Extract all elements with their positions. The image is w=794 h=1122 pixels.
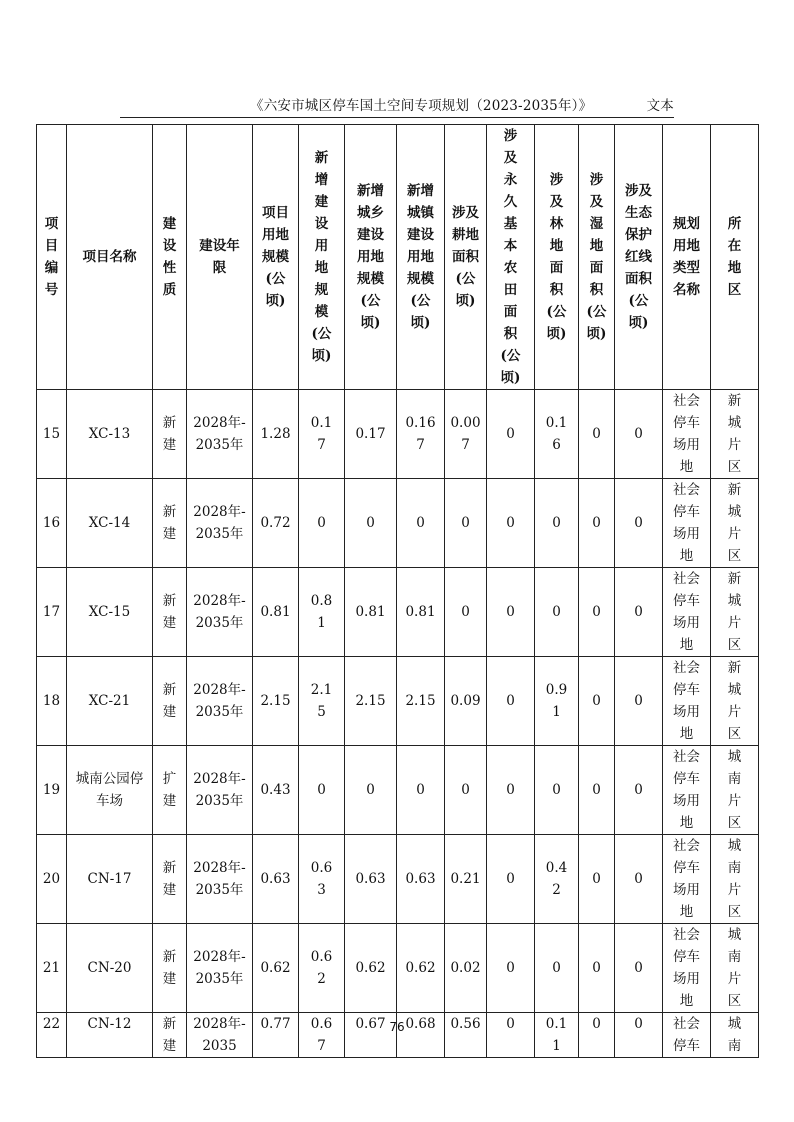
cell-name: 城南公园停车场: [67, 746, 153, 835]
cell-area: 0.81: [253, 568, 299, 657]
table-row: [37, 568, 759, 657]
cell-wetland: 0: [579, 746, 615, 835]
cell-land-type: 社会停车场用地: [663, 568, 711, 657]
cell-wetland: 0: [579, 479, 615, 568]
table-row: [37, 835, 759, 924]
cell-district: 新城片区: [711, 479, 759, 568]
cell-nature: 新建: [153, 1013, 187, 1058]
cell-no: 17: [37, 568, 67, 657]
cell-no: 21: [37, 924, 67, 1013]
cell-period: 2028年-2035年: [187, 479, 253, 568]
header-row: [37, 125, 759, 390]
cell-no: 20: [37, 835, 67, 924]
col-header-basic-farmland: 涉及永久基本农田面积(公顷): [487, 125, 535, 390]
cell-new-build: 0.62: [299, 924, 345, 1013]
cell-district: 新城片区: [711, 657, 759, 746]
cell-period: 2028年-2035年: [187, 924, 253, 1013]
cell-new-build: 2.15: [299, 657, 345, 746]
cell-eco-red: 0: [615, 746, 663, 835]
cell-forest: 0: [535, 924, 579, 1013]
cell-period: 2028年-2035年: [187, 657, 253, 746]
cell-basic-farmland: 0: [487, 746, 535, 835]
cell-basic-farmland: 0: [487, 390, 535, 479]
cell-new-urban-rural: 0.63: [345, 835, 397, 924]
col-header-nature: 建设性质: [153, 125, 187, 390]
cell-land-type: 社会停车: [663, 1013, 711, 1058]
cell-nature: 扩建: [153, 746, 187, 835]
col-header-district: 所在地区: [711, 125, 759, 390]
cell-district: 新城片区: [711, 390, 759, 479]
cell-nature: 新建: [153, 568, 187, 657]
page-number: 76: [389, 1020, 405, 1034]
col-header-eco-red: 涉及生态保护红线面积(公顷): [615, 125, 663, 390]
cell-basic-farmland: 0: [487, 835, 535, 924]
cell-wetland: 0: [579, 1013, 615, 1058]
cell-district: 城南: [711, 1013, 759, 1058]
col-header-period: 建设年限: [187, 125, 253, 390]
cell-farmland: 0.09: [445, 657, 487, 746]
header-rule: [120, 117, 674, 118]
cell-name: XC-21: [67, 657, 153, 746]
cell-farmland: 0: [445, 746, 487, 835]
cell-forest: 0: [535, 568, 579, 657]
cell-nature: 新建: [153, 924, 187, 1013]
table-row: [37, 924, 759, 1013]
cell-period: 2028年-2035年: [187, 835, 253, 924]
cell-basic-farmland: 0: [487, 657, 535, 746]
cell-forest: 0.16: [535, 390, 579, 479]
cell-eco-red: 0: [615, 835, 663, 924]
cell-eco-red: 0: [615, 657, 663, 746]
cell-no: 16: [37, 479, 67, 568]
cell-period: 2028年-2035: [187, 1013, 253, 1058]
cell-new-build: 0: [299, 479, 345, 568]
cell-eco-red: 0: [615, 568, 663, 657]
cell-new-town: 0: [397, 479, 445, 568]
cell-new-build: 0: [299, 746, 345, 835]
cell-basic-farmland: 0: [487, 568, 535, 657]
cell-new-town: 0.63: [397, 835, 445, 924]
cell-nature: 新建: [153, 479, 187, 568]
col-header-new-urban-rural: 新增城乡建设用地规模(公顷): [345, 125, 397, 390]
cell-land-type: 社会停车场用地: [663, 835, 711, 924]
table-row: [37, 657, 759, 746]
cell-area: 2.15: [253, 657, 299, 746]
cell-name: CN-12: [67, 1013, 153, 1058]
cell-new-urban-rural: 0.67: [345, 1013, 397, 1058]
col-header-farmland: 涉及耕地面积(公顷): [445, 125, 487, 390]
cell-name: CN-20: [67, 924, 153, 1013]
cell-wetland: 0: [579, 924, 615, 1013]
col-header-new-town: 新增城镇建设用地规模(公顷): [397, 125, 445, 390]
cell-forest: 0: [535, 746, 579, 835]
cell-forest: 0.11: [535, 1013, 579, 1058]
cell-land-type: 社会停车场用地: [663, 479, 711, 568]
cell-period: 2028年-2035年: [187, 746, 253, 835]
cell-new-town: 2.15: [397, 657, 445, 746]
cell-land-type: 社会停车场用地: [663, 746, 711, 835]
cell-farmland: 0.02: [445, 924, 487, 1013]
cell-no: 22: [37, 1013, 67, 1058]
cell-district: 新城片区: [711, 568, 759, 657]
cell-forest: 0: [535, 479, 579, 568]
cell-new-build: 0.63: [299, 835, 345, 924]
cell-nature: 新建: [153, 390, 187, 479]
cell-wetland: 0: [579, 390, 615, 479]
cell-no: 15: [37, 390, 67, 479]
cell-period: 2028年-2035年: [187, 568, 253, 657]
cell-new-build: 0.81: [299, 568, 345, 657]
cell-farmland: 0: [445, 479, 487, 568]
cell-name: CN-17: [67, 835, 153, 924]
cell-new-town: 0.167: [397, 390, 445, 479]
cell-basic-farmland: 0: [487, 924, 535, 1013]
cell-name: XC-13: [67, 390, 153, 479]
cell-new-town: 0.81: [397, 568, 445, 657]
cell-area: 0.77: [253, 1013, 299, 1058]
cell-new-urban-rural: 0.62: [345, 924, 397, 1013]
col-header-wetland: 涉及湿地面积(公顷): [579, 125, 615, 390]
table-row: [37, 746, 759, 835]
cell-period: 2028年-2035年: [187, 390, 253, 479]
cell-no: 19: [37, 746, 67, 835]
table-row: [37, 390, 759, 479]
cell-farmland: 0.007: [445, 390, 487, 479]
cell-new-urban-rural: 0: [345, 746, 397, 835]
cell-area: 0.72: [253, 479, 299, 568]
cell-new-town: 0: [397, 746, 445, 835]
cell-eco-red: 0: [615, 479, 663, 568]
cell-basic-farmland: 0: [487, 479, 535, 568]
cell-eco-red: 0: [615, 390, 663, 479]
cell-area: 0.43: [253, 746, 299, 835]
col-header-land-type: 规划用地类型名称: [663, 125, 711, 390]
cell-new-urban-rural: 2.15: [345, 657, 397, 746]
col-header-new-build: 新增建设用地规模(公顷): [299, 125, 345, 390]
col-header-name: 项目名称: [67, 125, 153, 390]
cell-forest: 0.42: [535, 835, 579, 924]
cell-no: 18: [37, 657, 67, 746]
cell-area: 1.28: [253, 390, 299, 479]
cell-new-build: 0.17: [299, 390, 345, 479]
cell-wetland: 0: [579, 835, 615, 924]
cell-land-type: 社会停车场用地: [663, 390, 711, 479]
cell-farmland: 0.56: [445, 1013, 487, 1058]
document-label: 文本: [646, 98, 674, 114]
cell-area: 0.62: [253, 924, 299, 1013]
cell-eco-red: 0: [615, 1013, 663, 1058]
page-header: [120, 94, 674, 116]
project-table: [36, 124, 759, 1058]
cell-new-town: 0.68: [397, 1013, 445, 1058]
col-header-area: 项目用地规模(公顷): [253, 125, 299, 390]
cell-basic-farmland: 0: [487, 1013, 535, 1058]
cell-wetland: 0: [579, 568, 615, 657]
cell-land-type: 社会停车场用地: [663, 657, 711, 746]
cell-area: 0.63: [253, 835, 299, 924]
cell-district: 城南片区: [711, 835, 759, 924]
table-row: [37, 479, 759, 568]
cell-forest: 0.91: [535, 657, 579, 746]
cell-district: 城南片区: [711, 924, 759, 1013]
cell-nature: 新建: [153, 835, 187, 924]
cell-nature: 新建: [153, 657, 187, 746]
cell-new-town: 0.62: [397, 924, 445, 1013]
cell-land-type: 社会停车场用地: [663, 924, 711, 1013]
cell-farmland: 0: [445, 568, 487, 657]
document-title: 《六安市城区停车国土空间专项规划（2023-2035年）》: [250, 98, 593, 114]
cell-new-build: 0.67: [299, 1013, 345, 1058]
cell-name: XC-14: [67, 479, 153, 568]
cell-name: XC-15: [67, 568, 153, 657]
col-header-forest: 涉及林地面积(公顷): [535, 125, 579, 390]
cell-district: 城南片区: [711, 746, 759, 835]
cell-farmland: 0.21: [445, 835, 487, 924]
cell-eco-red: 0: [615, 924, 663, 1013]
cell-new-urban-rural: 0.17: [345, 390, 397, 479]
cell-wetland: 0: [579, 657, 615, 746]
col-header-no: 项目编号: [37, 125, 67, 390]
cell-new-urban-rural: 0.81: [345, 568, 397, 657]
cell-new-urban-rural: 0: [345, 479, 397, 568]
